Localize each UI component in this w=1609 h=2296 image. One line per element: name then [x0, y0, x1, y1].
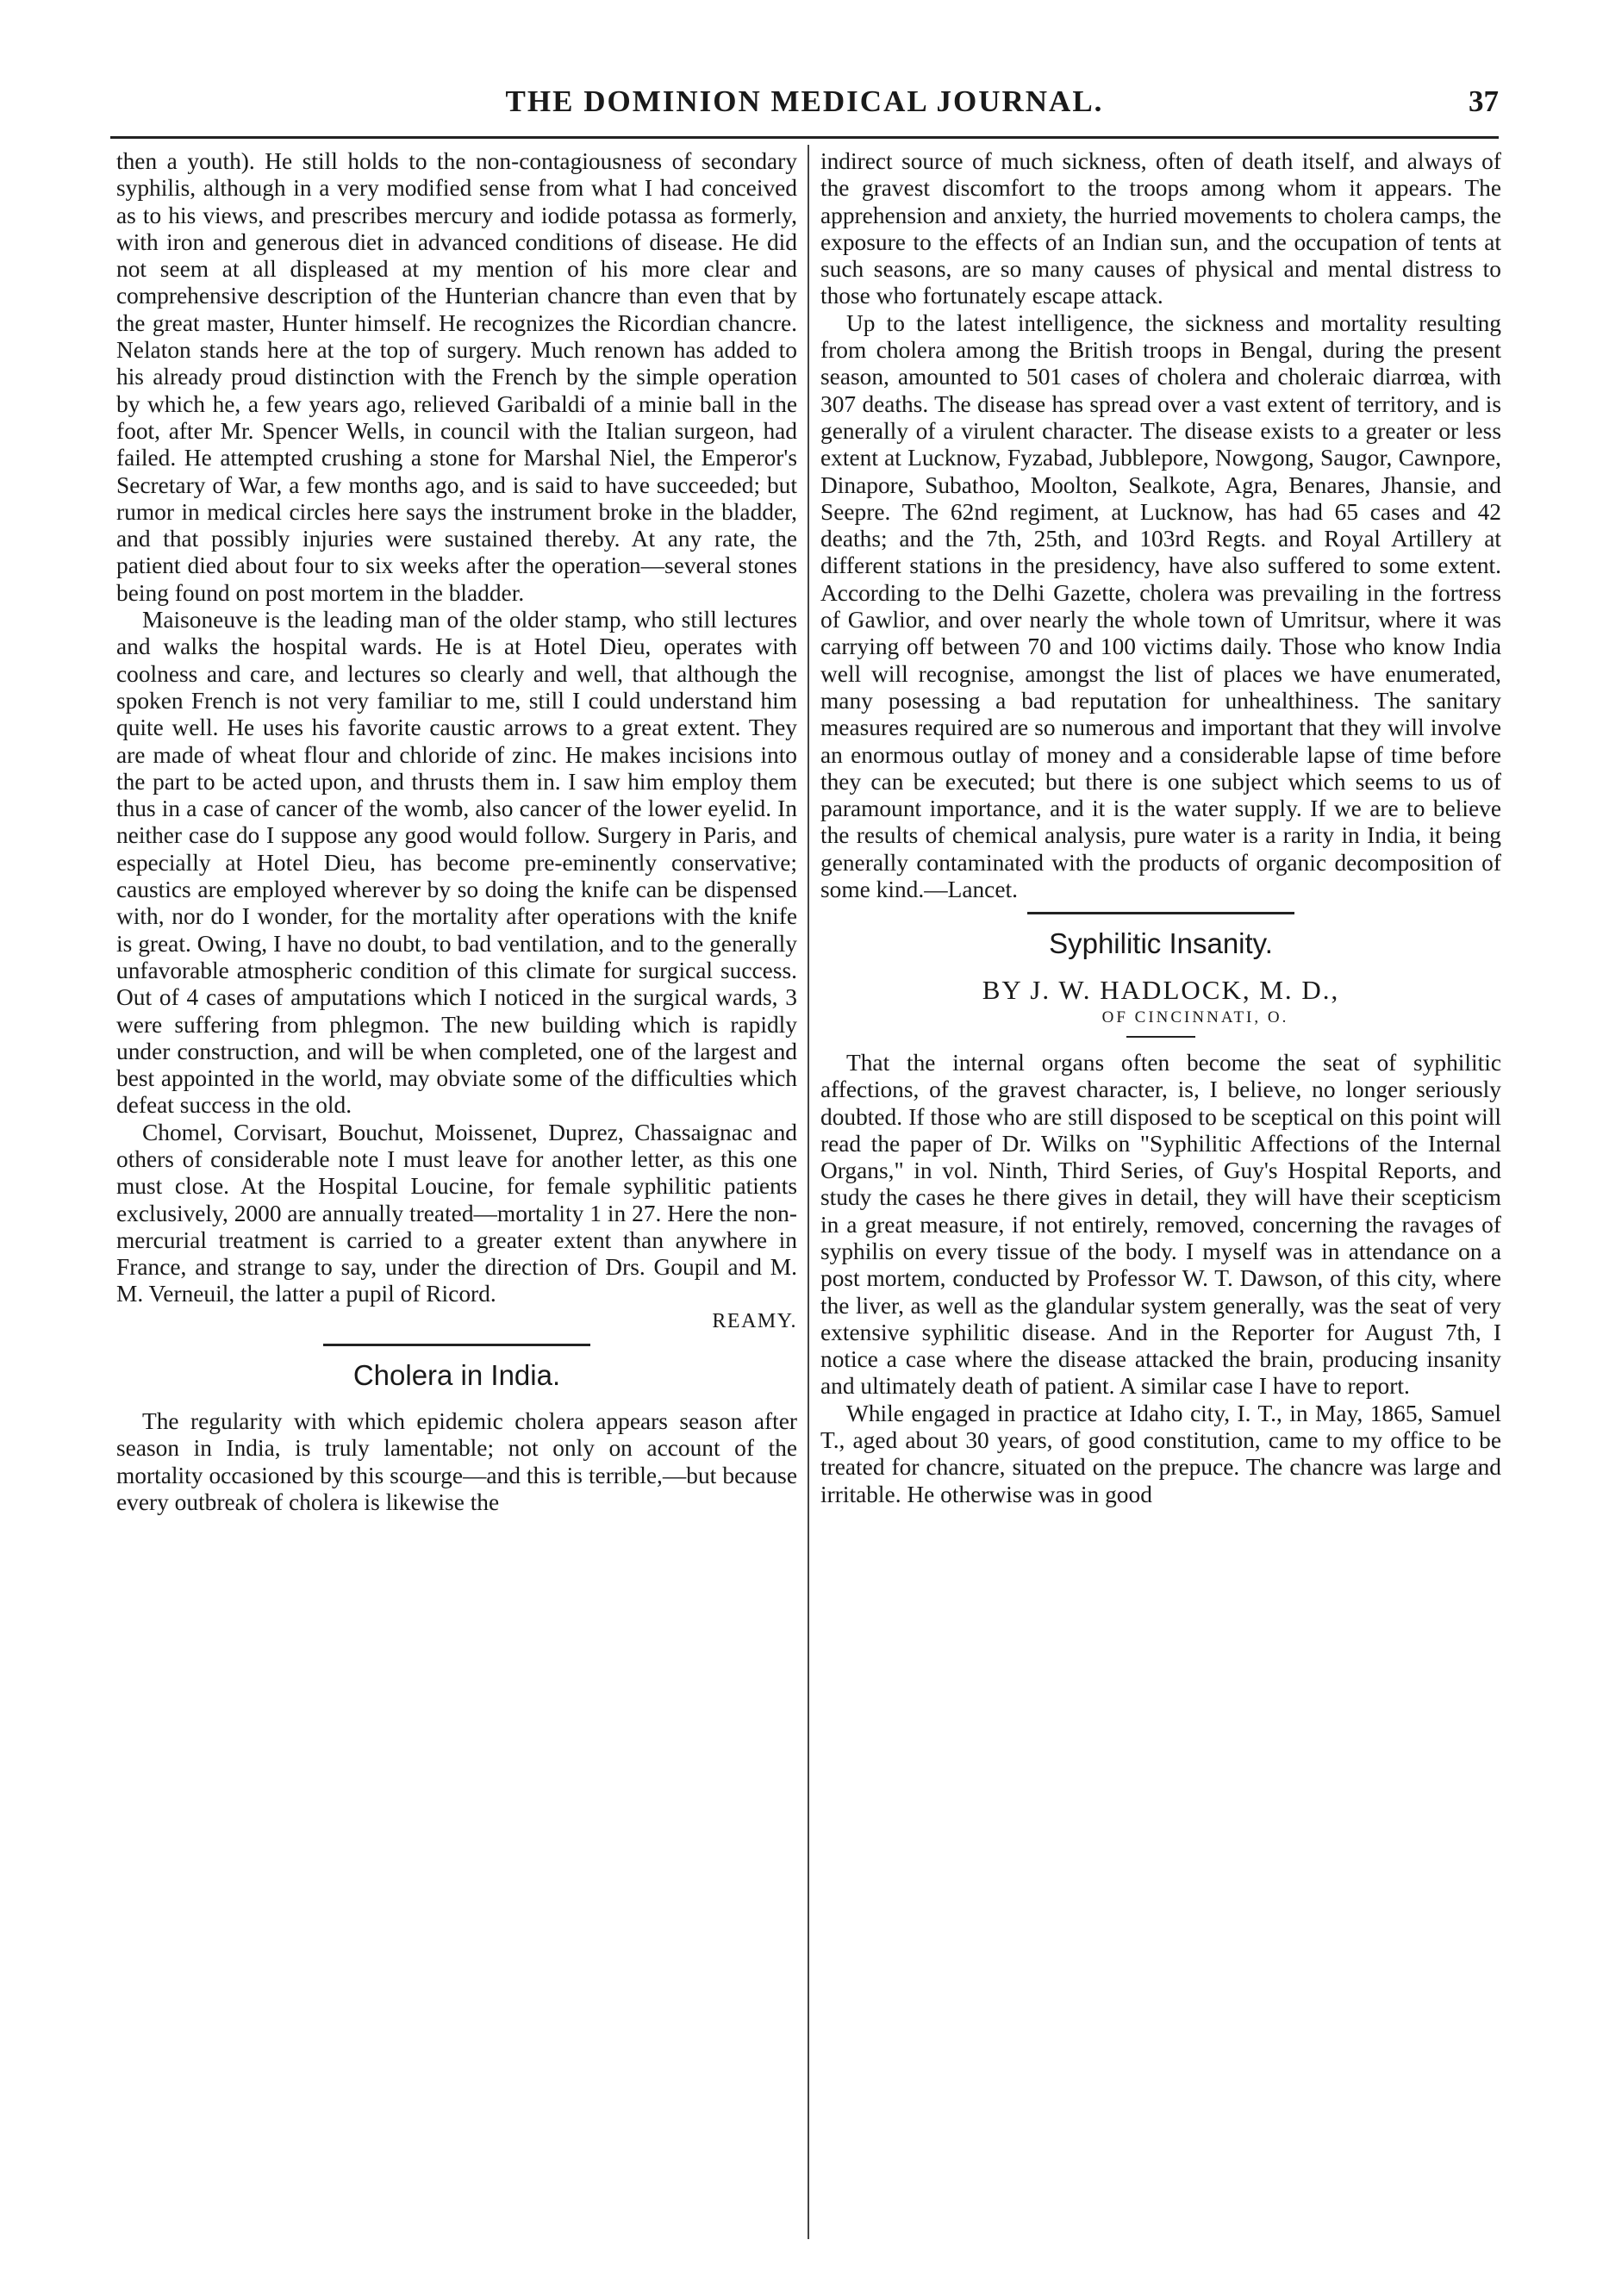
article-byline: BY J. W. HADLOCK, M. D.,	[982, 975, 1340, 1006]
section-rule	[323, 1344, 590, 1346]
letter-paragraph-2: Maisoneuve is the leading man of the older stamp, who still lectures and walks the hospital wards. He is at Hotel Dieu, operates with coolness and care, and lectures so clearly and well, that although the spoken French is not very familiar to me, still I could understand him quite well. He uses his favorite caustic arrows to a great extent. They are made of wheat flour and chloride of zinc. He makes incisions into the part to be acted upon, and thrusts them in. I saw him employ them thus in a case of cancer of the womb, also cancer of the lower eyelid. In neither case do I suppose any good would follow. Surgery in Paris, and especially at Hotel Dieu, has become pre-eminently conservative; caustics are employed wherever by so doing the knife can be dispensed with, nor do I wonder, for the mortality after operations with the knife is great. Owing, I have no doubt, to bad ventilation, and to the generally unfavorable atmospheric condition of this climate for surgical success. Out of 4 cases of amputations which I noticed in the surgical wards, 3 were suffering from phlegmon. The new building which is rapidly under construction, and will be when completed, one of the largest and best appointed in the world, may obviate some of the difficulties which defeat success in the old.	[116, 607, 797, 1119]
running-header	[0, 84, 1609, 128]
cholera-paragraph-1: The regularity with which epidemic cholera appears season after season in India, is truly lamentable; not only on account of the mortality occasioned by this scourge—and this is terrible,—but because every outbreak of cholera is likewise the	[116, 1408, 797, 1515]
left-column	[116, 148, 797, 2217]
article-byline-location: OF CINCINNATI, O.	[1101, 1008, 1289, 1026]
letter-signature: REAMY.	[712, 1309, 797, 1332]
header-rule	[110, 136, 1499, 139]
page-number: 37	[1469, 84, 1499, 118]
byline-rule	[1126, 1036, 1195, 1038]
section-rule	[1027, 912, 1294, 914]
syphilitic-paragraph-1: That the internal organs often become the seat of syphilitic affections, of the gravest character, is, I believe, no longer seriously doubted. If those who are still disposed to be sceptical on this point will read the paper of Dr. Wilks on "Syphilitic Affections of the Internal Organs," in vol. Ninth, Third Series, of Guy's Hospital Reports, and study the cases he there gives in detail, they will have their scepticism in a great measure, if not entirely, removed, concerning the ravages of syphilis on every tissue of the body. I myself was in attendance on a post mortem, conducted by Professor W. T. Dawson, of this city, where the liver, as well as the glandular system generally, was the seat of very extensive syphilitic disease. And in the Reporter for August 7th, I notice a case where the disease attacked the brain, producing insanity and ultimately death of patient. A similar case I have to report.	[820, 1049, 1501, 1400]
right-column	[820, 148, 1501, 2217]
letter-paragraph-1: then a youth). He still holds to the non-contagiousness of secondary syphilis, although in a very modified sense from what I had conceived as to his views, and prescribes mercury and iodide potassa as formerly, with iron and generous diet in advanced conditions of disease. He did not seem at all displeased at my mention of his more clear and comprehensive description of the Hunterian chancre than even that by the great master, Hunter himself. He recognizes the Ricordian chancre. Nelaton stands here at the top of surgery. Much renown has added to his already proud distinction with the French by the simple operation by which he, a few years ago, relieved Garibaldi of a minie ball in the foot, after Mr. Spencer Wells, in council with the Italian surgeon, had failed. He attempted crushing a stone for Marshal Niel, the Emperor's Secretary of War, a few months ago, and is said to have succeeded; but rumor in medical circles here says the instrument broke in the bladder, and that possibly injuries were sustained thereby. At any rate, the patient died about four to six weeks after the operation—several stones being found on post mortem in the bladder.	[116, 148, 797, 606]
column-divider	[808, 145, 809, 2239]
cholera-paragraph-2: Up to the latest intelligence, the sickness and mortality resulting from cholera among the British troops in Bengal, during the present season, amounted to 501 cases of cholera and choleraic diarrœa, with 307 deaths. The disease has spread over a vast extent of territory, and is generally of a virulent character. The disease exists to a greater or less extent at Lucknow, Fyzabad, Jubblepore, Nowgong, Saugor, Cawnpore, Dinapore, Subathoo, Moolton, Sealkote, Agra, Benares, Jhansie, and Seepre. The 62nd regiment, at Lucknow, has had 65 cases and 42 deaths; and the 7th, 25th, and 103rd Regts. and Royal Artillery at different stations in the presidency, have also suffered to some extent. According to the Delhi Gazette, cholera was prevailing in the fortress of Gawlior, and over nearly the whole town of Umritsur, where it was carrying off between 70 and 100 victims daily. Those who know India well will recognise, amongst the list of places we have enumerated, many posessing a bad reputation for unhealthiness. The sanitary measures required are so numerous and important that they will involve an enormous outlay of money and a considerable lapse of time before they can be executed; but there is one subject which seems to us of paramount importance, and it is the water supply. If we are to believe the results of chemical analysis, pure water is a rarity in India, it being generally contaminated with the products of organic decomposition of some kind.—Lancet.	[820, 309, 1501, 903]
syphilitic-paragraph-2: While engaged in practice at Idaho city, I. T., in May, 1865, Samuel T., aged about 30 years, of good constitution, came to my office to be treated for chancre, situated on the prepuce. The chancre was large and irritable. He otherwise was in good	[820, 1400, 1501, 1507]
letter-paragraph-3: Chomel, Corvisart, Bouchut, Moissenet, Duprez, Chassaignac and others of considerable note I must leave for another letter, as this one must close. At the Hospital Loucine, for female syphilitic patients exclusively, 2000 are annually treated—mortality 1 in 27. Here the non-mercurial treatment is carried to a greater extent than anywhere in France, and strange to say, under the direction of Drs. Goupil and M. M. Verneuil, the latter a pupil of Ricord.	[116, 1119, 797, 1307]
cholera-paragraph-continued: indirect source of much sickness, often of death itself, and always of the gravest discomfort to the troops among whom it appears. The apprehension and anxiety, the hurried movements to cholera camps, the exposure to the effects of an Indian sun, and the occupation of tents at such seasons, are so many causes of physical and mental distress to those who fortunately escape attack.	[820, 148, 1501, 309]
journal-title: THE DOMINION MEDICAL JOURNAL.	[505, 84, 1104, 118]
cholera-section-title: Cholera in India.	[352, 1359, 561, 1392]
syphilitic-section-title: Syphilitic Insanity.	[1049, 927, 1273, 960]
